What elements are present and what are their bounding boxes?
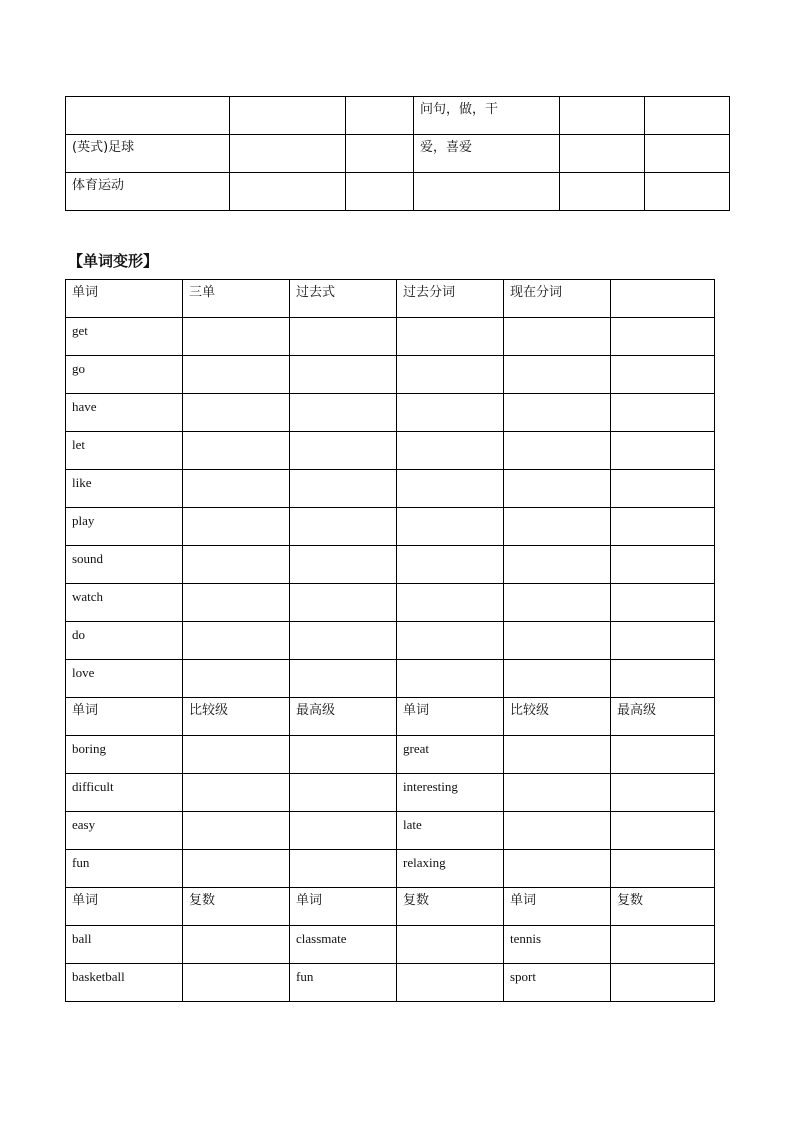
answer-cell[interactable] <box>611 546 715 584</box>
answer-cell[interactable] <box>397 584 504 622</box>
answer-cell[interactable] <box>346 135 414 173</box>
word-cell: do <box>66 622 183 660</box>
answer-cell[interactable] <box>504 508 611 546</box>
answer-cell[interactable] <box>290 584 397 622</box>
answer-cell[interactable] <box>346 173 414 211</box>
word-cell: go <box>66 356 183 394</box>
answer-cell[interactable] <box>183 508 290 546</box>
answer-cell[interactable] <box>504 736 611 774</box>
answer-cell[interactable] <box>183 812 290 850</box>
table-header-row <box>66 280 715 318</box>
header-cell: 最高级 <box>611 698 715 736</box>
adjective-row <box>66 812 715 850</box>
answer-cell[interactable] <box>290 774 397 812</box>
word-cell: easy <box>66 812 183 850</box>
answer-cell[interactable] <box>290 850 397 888</box>
word-cell: love <box>66 660 183 698</box>
answer-cell[interactable] <box>611 812 715 850</box>
answer-cell[interactable] <box>611 394 715 432</box>
answer-cell[interactable] <box>397 660 504 698</box>
answer-cell[interactable] <box>290 812 397 850</box>
header-cell: 最高级 <box>290 698 397 736</box>
header-cell: 比较级 <box>504 698 611 736</box>
word-cell: great <box>397 736 504 774</box>
answer-cell[interactable] <box>645 173 730 211</box>
answer-cell[interactable] <box>397 394 504 432</box>
answer-cell[interactable] <box>611 318 715 356</box>
answer-cell[interactable] <box>290 622 397 660</box>
answer-cell[interactable] <box>66 97 230 135</box>
header-cell: 复数 <box>397 888 504 926</box>
answer-cell[interactable] <box>397 622 504 660</box>
header-cell: 单词 <box>66 888 183 926</box>
section-heading: 【单词变形】 <box>68 252 159 270</box>
word-cell: sport <box>504 964 611 1002</box>
word-cell: fun <box>66 850 183 888</box>
answer-cell[interactable] <box>290 546 397 584</box>
table-header-row <box>66 888 715 926</box>
answer-cell[interactable] <box>611 660 715 698</box>
adjective-row <box>66 736 715 774</box>
answer-cell[interactable] <box>230 97 346 135</box>
answer-cell[interactable] <box>230 173 346 211</box>
answer-cell[interactable] <box>183 432 290 470</box>
verb-row <box>66 432 715 470</box>
word-cell: relaxing <box>397 850 504 888</box>
table-header-row <box>66 698 715 736</box>
word-cell: have <box>66 394 183 432</box>
header-cell: 复数 <box>183 888 290 926</box>
answer-cell[interactable] <box>560 173 645 211</box>
word-cell: interesting <box>397 774 504 812</box>
verb-row <box>66 318 715 356</box>
answer-cell[interactable] <box>504 584 611 622</box>
answer-cell[interactable] <box>397 470 504 508</box>
answer-cell[interactable] <box>397 926 504 964</box>
answer-cell[interactable] <box>504 546 611 584</box>
answer-cell[interactable] <box>290 470 397 508</box>
word-cell: play <box>66 508 183 546</box>
answer-cell[interactable] <box>290 508 397 546</box>
adjective-row <box>66 774 715 812</box>
answer-cell[interactable] <box>504 356 611 394</box>
adjective-row <box>66 850 715 888</box>
answer-cell[interactable] <box>183 736 290 774</box>
word-cell: watch <box>66 584 183 622</box>
verb-row <box>66 356 715 394</box>
answer-cell[interactable] <box>397 964 504 1002</box>
answer-cell[interactable] <box>183 660 290 698</box>
answer-cell[interactable] <box>414 173 560 211</box>
verb-row <box>66 546 715 584</box>
word-cell: 体育运动 <box>66 173 230 211</box>
answer-cell[interactable] <box>290 356 397 394</box>
answer-cell[interactable] <box>290 394 397 432</box>
header-cell: 单词 <box>290 888 397 926</box>
answer-cell[interactable] <box>290 736 397 774</box>
answer-cell[interactable] <box>183 926 290 964</box>
word-cell: basketball <box>66 964 183 1002</box>
word-cell: 问句，做，干 <box>414 97 560 135</box>
answer-cell[interactable] <box>504 394 611 432</box>
answer-cell[interactable] <box>611 584 715 622</box>
header-cell: 单词 <box>397 698 504 736</box>
vocab-row <box>66 173 730 211</box>
verb-row <box>66 508 715 546</box>
vocab-row <box>66 135 730 173</box>
answer-cell[interactable] <box>611 850 715 888</box>
word-cell: difficult <box>66 774 183 812</box>
vocabulary-table <box>65 96 730 211</box>
header-cell: 现在分词 <box>504 280 611 318</box>
verb-row <box>66 660 715 698</box>
header-cell: 复数 <box>611 888 715 926</box>
answer-cell[interactable] <box>397 432 504 470</box>
answer-cell[interactable] <box>183 964 290 1002</box>
answer-cell[interactable] <box>611 964 715 1002</box>
word-cell: get <box>66 318 183 356</box>
answer-cell[interactable] <box>504 318 611 356</box>
header-cell: 过去分词 <box>397 280 504 318</box>
verb-row <box>66 470 715 508</box>
word-cell: fun <box>290 964 397 1002</box>
word-forms-table <box>65 279 715 1002</box>
answer-cell[interactable] <box>611 736 715 774</box>
word-cell: sound <box>66 546 183 584</box>
answer-cell[interactable] <box>397 356 504 394</box>
word-cell: (英式)足球 <box>66 135 230 173</box>
answer-cell[interactable] <box>611 356 715 394</box>
verb-row <box>66 394 715 432</box>
answer-cell[interactable] <box>183 318 290 356</box>
word-cell: late <box>397 812 504 850</box>
verb-row <box>66 622 715 660</box>
answer-cell[interactable] <box>397 546 504 584</box>
answer-cell[interactable] <box>645 135 730 173</box>
answer-cell[interactable] <box>290 432 397 470</box>
answer-cell[interactable] <box>504 622 611 660</box>
answer-cell[interactable] <box>290 318 397 356</box>
answer-cell[interactable] <box>183 584 290 622</box>
answer-cell[interactable] <box>560 97 645 135</box>
word-cell: let <box>66 432 183 470</box>
header-cell: 单词 <box>504 888 611 926</box>
noun-row <box>66 926 715 964</box>
answer-cell[interactable] <box>183 850 290 888</box>
word-cell: boring <box>66 736 183 774</box>
answer-cell[interactable] <box>183 356 290 394</box>
answer-cell[interactable] <box>397 318 504 356</box>
header-cell: 三单 <box>183 280 290 318</box>
verb-row <box>66 584 715 622</box>
answer-cell[interactable] <box>611 926 715 964</box>
word-cell: like <box>66 470 183 508</box>
answer-cell[interactable] <box>611 470 715 508</box>
answer-cell[interactable] <box>183 774 290 812</box>
answer-cell[interactable] <box>183 470 290 508</box>
vocab-row <box>66 97 730 135</box>
answer-cell[interactable] <box>230 135 346 173</box>
answer-cell[interactable] <box>504 660 611 698</box>
answer-cell[interactable] <box>611 774 715 812</box>
answer-cell[interactable] <box>611 622 715 660</box>
answer-cell[interactable] <box>645 97 730 135</box>
noun-row <box>66 964 715 1002</box>
header-cell: 单词 <box>66 280 183 318</box>
answer-cell[interactable] <box>611 280 715 318</box>
header-cell: 比较级 <box>183 698 290 736</box>
answer-cell[interactable] <box>183 546 290 584</box>
answer-cell[interactable] <box>183 394 290 432</box>
header-cell: 过去式 <box>290 280 397 318</box>
answer-cell[interactable] <box>290 660 397 698</box>
word-cell: tennis <box>504 926 611 964</box>
answer-cell[interactable] <box>397 508 504 546</box>
word-cell: classmate <box>290 926 397 964</box>
answer-cell[interactable] <box>346 97 414 135</box>
answer-cell[interactable] <box>611 508 715 546</box>
answer-cell[interactable] <box>504 470 611 508</box>
answer-cell[interactable] <box>504 812 611 850</box>
answer-cell[interactable] <box>504 850 611 888</box>
answer-cell[interactable] <box>560 135 645 173</box>
answer-cell[interactable] <box>504 774 611 812</box>
answer-cell[interactable] <box>183 622 290 660</box>
word-cell: ball <box>66 926 183 964</box>
answer-cell[interactable] <box>611 432 715 470</box>
word-cell: 爱，喜爱 <box>414 135 560 173</box>
header-cell: 单词 <box>66 698 183 736</box>
answer-cell[interactable] <box>504 432 611 470</box>
